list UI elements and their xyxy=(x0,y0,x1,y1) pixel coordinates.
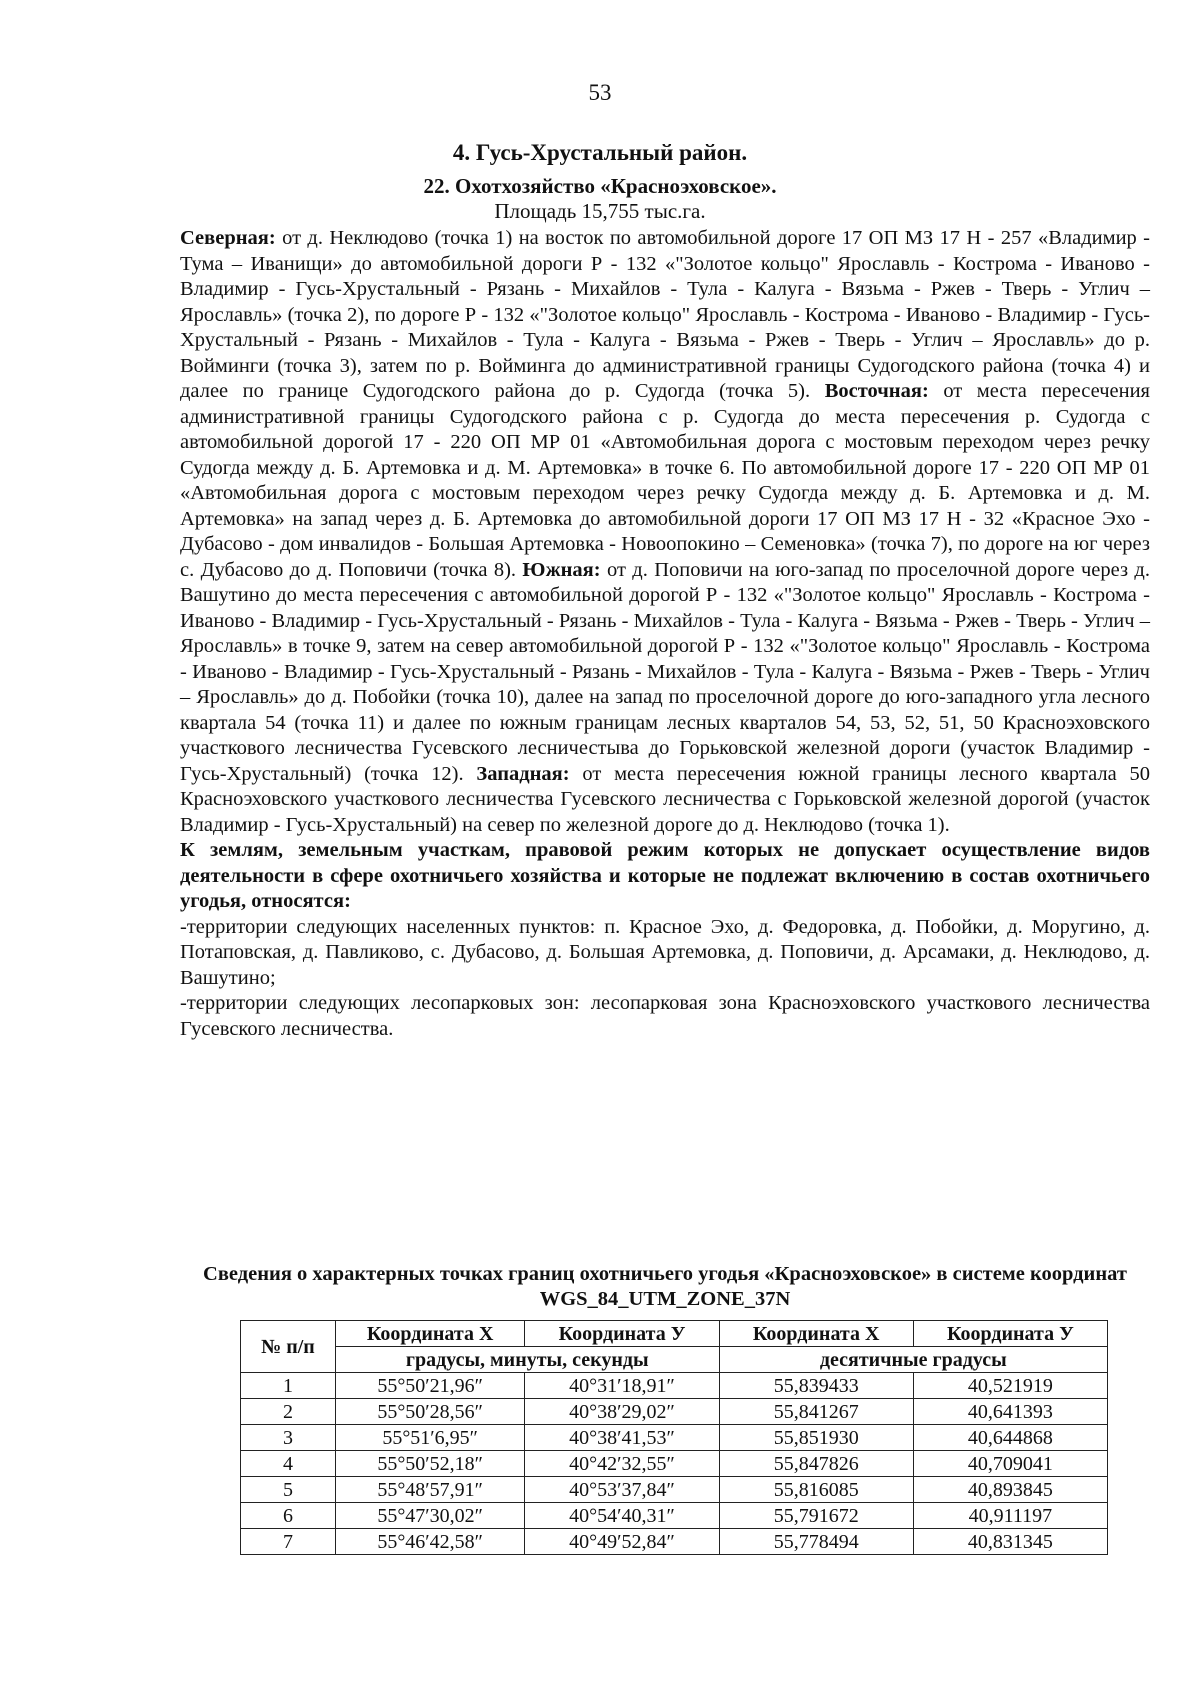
cell-x-dms: 55°46′42,58″ xyxy=(335,1529,524,1555)
cell-y-dec: 40,641393 xyxy=(913,1399,1107,1425)
table-row xyxy=(241,1425,1108,1451)
boundaries-paragraph xyxy=(180,226,1150,838)
cell-number: 7 xyxy=(241,1529,336,1555)
exclusions-heading: К землям, земельным участкам, правовой режим которых не допускает осуществление видов деятельности в сфере охотничьего хозяйства и которые не подлежат включению в состав охотничьего угодья, относятся: xyxy=(180,839,1150,912)
header-x-dms: Координата Х xyxy=(335,1321,524,1347)
cell-y-dms: 40°38′29,02″ xyxy=(525,1399,719,1425)
north-text: от д. Неклюдово (точка 1) на восток по автомобильной дороге 17 ОП МЗ 17 Н - 257 «Владимир - Тума – Иванищи» до автомобильной дороги Р - 132 «"Золотое кольцо" Ярославль - Кострома - Иваново - Владимир - Гусь-Хрустальный - Рязань - Михайлов - Тула - Калуга - Вязьма - Ржев - Тверь - Углич – Ярославль» (точка 2), по дороге Р - 132 «"Золотое кольцо" Ярославль - Кострома - Иваново - Владимир - Гусь-Хрустальный - Рязань - Михайлов - Тула - Калуга - Вязьма - Ржев - Тверь - Углич – Ярославль» до р. Войминги (точка 3), затем по р. Войминга до административной границы Судогодского района (точка 4) и далее по границе Судогодского района до р. Судогда (точка 5). xyxy=(180,227,1150,402)
exclusion-item: -территории следующих населенных пунктов: п. Красное Эхо, д. Федоровка, д. Побойки, д. Моругино, д. Потаповская, д. Павликово, с. Дубасово, д. Большая Артемовка, д. Поповичи, д. Арсамаки, д. Неклюдово, д. Вашутино; xyxy=(180,915,1150,989)
farm-heading: 22. Охотхозяйство «Красноэховское». xyxy=(423,174,777,198)
cell-x-dec: 55,851930 xyxy=(719,1425,913,1451)
header-y-dec: Координата У xyxy=(913,1321,1107,1347)
cell-y-dec: 40,644868 xyxy=(913,1425,1107,1451)
page-number: 53 xyxy=(588,80,612,105)
table-header-row xyxy=(241,1321,1108,1347)
cell-x-dec: 55,791672 xyxy=(719,1503,913,1529)
table-row xyxy=(241,1451,1108,1477)
cell-x-dms: 55°50′21,96″ xyxy=(335,1373,524,1399)
subheader-decimal: десятичные градусы xyxy=(719,1347,1107,1373)
district-heading: 4. Гусь-Хрустальный район. xyxy=(452,140,748,165)
south-label: Южная: xyxy=(522,558,601,581)
west-text: от места пересечения южной границы лесного квартала 50 Красноэховского участкового лесничества Гусевского лесничества с Горьковской железной дорогой (участок Владимир - Гусь-Хрустальный) на север по железной дороге до д. Неклюдово (точка 1). xyxy=(180,762,1150,836)
header-x-dec: Координата Х xyxy=(719,1321,913,1347)
cell-x-dms: 55°47′30,02″ xyxy=(335,1503,524,1529)
cell-number: 1 xyxy=(241,1373,336,1399)
cell-x-dec: 55,816085 xyxy=(719,1477,913,1503)
table-row xyxy=(241,1399,1108,1425)
table-row xyxy=(241,1503,1108,1529)
area-line: Площадь 15,755 тыс.га. xyxy=(494,199,706,223)
cell-y-dec: 40,911197 xyxy=(913,1503,1107,1529)
table-caption: Сведения о характерных точках границ охотничьего угодья «Красноэховское» в системе координат WGS_84_UTM_ZONE_37N xyxy=(203,1263,1127,1310)
table-row xyxy=(241,1373,1108,1399)
cell-y-dms: 40°38′41,53″ xyxy=(525,1425,719,1451)
cell-y-dms: 40°53′37,84″ xyxy=(525,1477,719,1503)
cell-x-dec: 55,847826 xyxy=(719,1451,913,1477)
cell-y-dec: 40,709041 xyxy=(913,1451,1107,1477)
cell-x-dms: 55°51′6,95″ xyxy=(335,1425,524,1451)
document-body xyxy=(180,226,1150,1042)
cell-y-dec: 40,831345 xyxy=(913,1529,1107,1555)
cell-y-dec: 40,893845 xyxy=(913,1477,1107,1503)
coordinates-table xyxy=(240,1320,1108,1555)
east-text: от места пересечения административной границы Судогодского района с р. Судогда до места пересечения р. Судогда с автомобильной дорогой 17 - 220 ОП МР 01 «Автомобильная дорога с мостовым переходом через речку Судогда между д. Б. Артемовка и д. М. Артемовка» в точке 6. По автомобильной дороге 17 - 220 ОП МР 01 «Автомобильная дорога с мостовым переходом через речку Судогда между д. Б. Артемовка и д. М. Артемовка» на запад через д. Б. Артемовка до автомобильной дороги 17 ОП МЗ 17 Н - 32 «Красное Эхо - Дубасово - дом инвалидов - Большая Артемовка - Новоопокино – Семеновка» (точка 7), по дороге на юг через с. Дубасово до д. Поповичи (точка 8). xyxy=(180,380,1150,581)
header-y-dms: Координата У xyxy=(525,1321,719,1347)
exclusion-item: -территории следующих лесопарковых зон: лесопарковая зона Красноэховского участкового лесничества Гусевского лесничества. xyxy=(180,992,1150,1040)
cell-number: 2 xyxy=(241,1399,336,1425)
cell-x-dec: 55,778494 xyxy=(719,1529,913,1555)
cell-number: 6 xyxy=(241,1503,336,1529)
cell-number: 3 xyxy=(241,1425,336,1451)
table-row xyxy=(241,1529,1108,1555)
cell-x-dms: 55°48′57,91″ xyxy=(335,1477,524,1503)
header-number: № п/п xyxy=(241,1321,336,1373)
cell-number: 4 xyxy=(241,1451,336,1477)
table-subheader-row xyxy=(241,1347,1108,1373)
cell-y-dec: 40,521919 xyxy=(913,1373,1107,1399)
south-text: от д. Поповичи на юго-запад по проселочной дороге через д. Вашутино до места пересечения с автомобильной дорогой Р - 132 «"Золотое кольцо" Ярославль - Кострома - Иваново - Владимир - Гусь-Хрустальный - Рязань - Михайлов - Тула - Калуга - Вязьма - Ржев - Тверь - Углич – Ярославль» в точке 9, затем на север автомобильной дорогой Р - 132 «"Золотое кольцо" Ярославль - Кострома - Иваново - Владимир - Гусь-Хрустальный - Рязань - Михайлов - Тула - Калуга - Вязьма - Ржев - Тверь - Углич – Ярославль» до д. Побойки (точка 10), далее на запад по проселочной дороге до юго-западного угла лесного квартала 54 (точка 11) и далее по южным границам лесных кварталов 54, 53, 52, 51, 50 Красноэховского участкового лесничества Гусевского лесничестыва до Горьковской железной дороги (участок Владимир - Гусь-Хрустальный) (точка 12). xyxy=(180,558,1150,785)
table-row xyxy=(241,1477,1108,1503)
north-label: Северная: xyxy=(180,227,276,249)
cell-y-dms: 40°54′40,31″ xyxy=(525,1503,719,1529)
west-label: Западная: xyxy=(476,762,570,785)
east-label: Восточная: xyxy=(824,380,929,402)
cell-x-dms: 55°50′52,18″ xyxy=(335,1451,524,1477)
cell-y-dms: 40°49′52,84″ xyxy=(525,1529,719,1555)
cell-x-dec: 55,841267 xyxy=(719,1399,913,1425)
subheader-dms: градусы, минуты, секунды xyxy=(335,1347,719,1373)
cell-x-dec: 55,839433 xyxy=(719,1373,913,1399)
cell-y-dms: 40°42′32,55″ xyxy=(525,1451,719,1477)
cell-number: 5 xyxy=(241,1477,336,1503)
cell-y-dms: 40°31′18,91″ xyxy=(525,1373,719,1399)
cell-x-dms: 55°50′28,56″ xyxy=(335,1399,524,1425)
